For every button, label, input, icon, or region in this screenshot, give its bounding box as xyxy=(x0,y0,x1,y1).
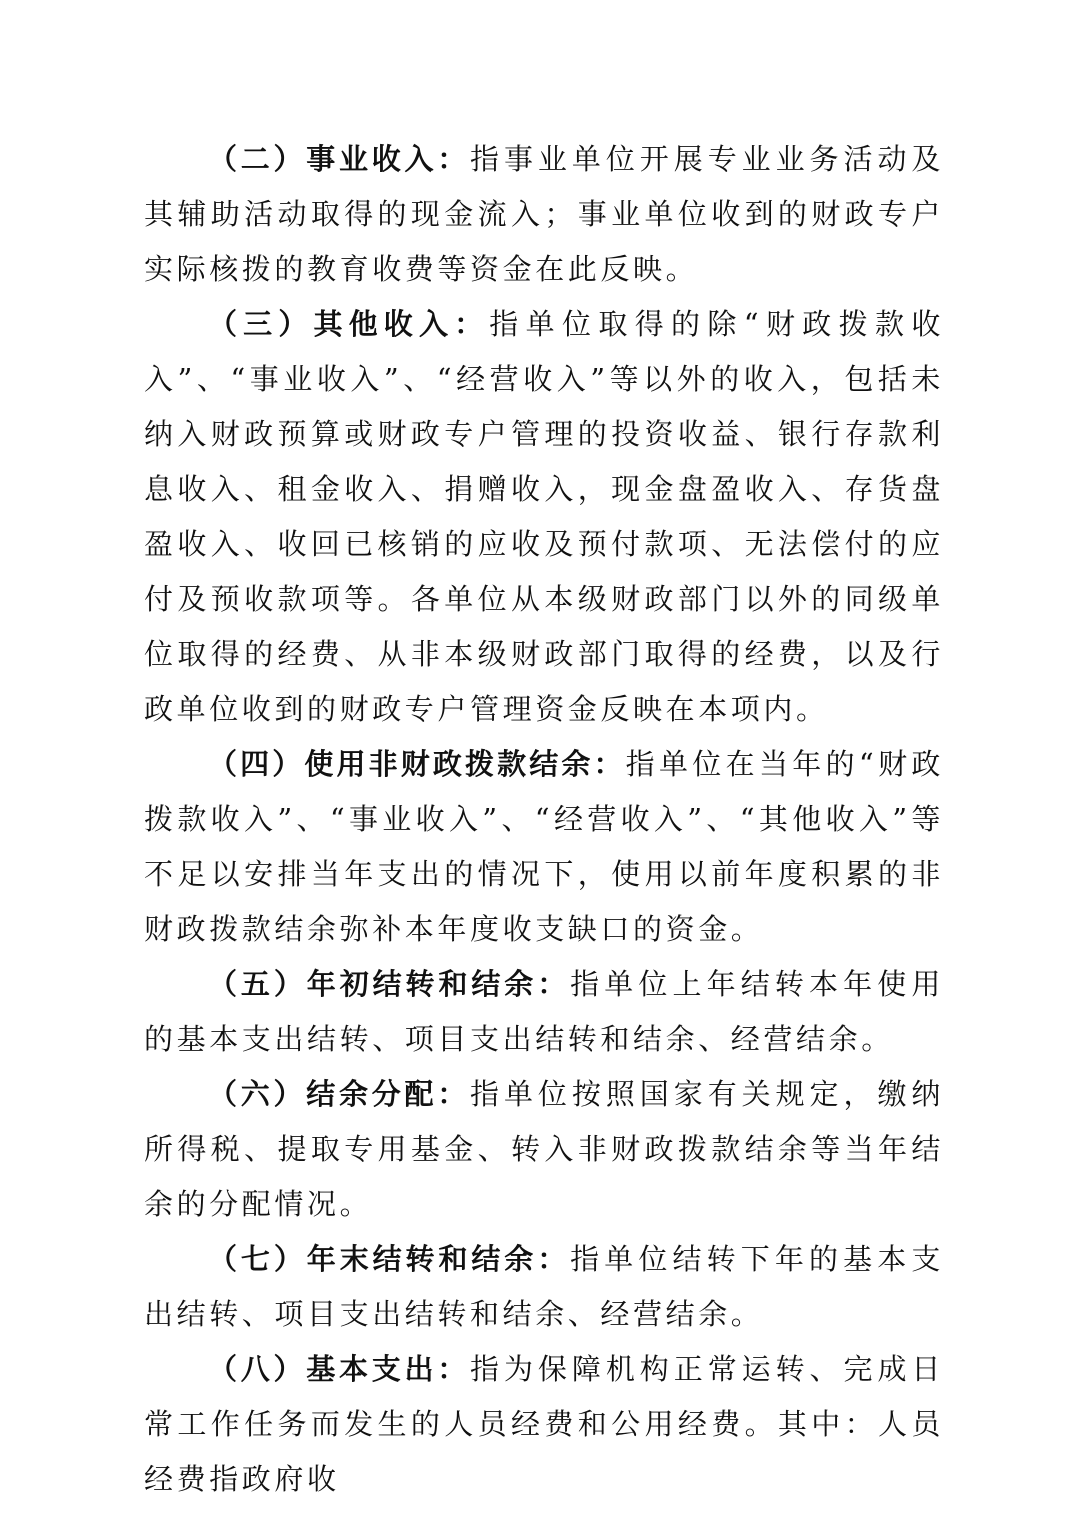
term-heading: （三）其他收入： xyxy=(208,307,490,341)
paragraph-non-fiscal-balance-use xyxy=(144,737,944,957)
term-definition: 指单位在当年的“财政拨款收入”、“事业收入”、“经营收入”、“其他收入”等不足以安排当年支出的情况下，使用以前年度积累的非财政拨款结余弥补本年度收支缺口的资金。 xyxy=(144,747,944,946)
term-heading: （六）结余分配： xyxy=(208,1077,471,1111)
paragraph-balance-distribution xyxy=(144,1067,944,1232)
paragraph-opening-carryover xyxy=(144,957,944,1067)
term-definition: 指单位结转下年的基本支出结转、项目支出结转和结余、经营结余。 xyxy=(144,1242,944,1331)
term-heading: （二）事业收入： xyxy=(208,142,471,176)
term-definition: 指为保障机构正常运转、完成日常工作任务而发生的人员经费和公用经费。其中：人员经费指政府收 xyxy=(144,1352,945,1496)
term-definition: 指单位取得的除“财政拨款收入”、“事业收入”、“经营收入”等以外的收入，包括未纳入财政预算或财政专户管理的投资收益、银行存款利息收入、租金收入、捐赠收入，现金盘盈收入、存货盘盈收入、收回已核销的应收及预付款项、无法偿付的应付及预收款项等。各单位从本级财政部门以外的同级单位取得的经费、从非本级财政部门取得的经费，以及行政单位收到的财政专户管理资金反映在本项内。 xyxy=(144,307,944,726)
term-heading: （四）使用非财政拨款结余： xyxy=(208,747,626,781)
paragraph-business-income xyxy=(144,132,944,297)
paragraph-other-income xyxy=(144,297,944,737)
document-body xyxy=(144,132,944,1507)
term-definition: 指单位上年结转本年使用的基本支出结转、项目支出结转和结余、经营结余。 xyxy=(144,967,944,1056)
term-heading: （七）年末结转和结余： xyxy=(208,1242,571,1276)
term-heading: （八）基本支出： xyxy=(208,1352,471,1386)
paragraph-closing-carryover xyxy=(144,1232,944,1342)
term-heading: （五）年初结转和结余： xyxy=(208,967,571,1001)
term-definition: 指单位按照国家有关规定，缴纳所得税、提取专用基金、转入非财政拨款结余等当年结余的分配情况。 xyxy=(144,1077,945,1221)
paragraph-basic-expenditure xyxy=(144,1342,944,1507)
term-definition: 指事业单位开展专业业务活动及其辅助活动取得的现金流入；事业单位收到的财政专户实际核拨的教育收费等资金在此反映。 xyxy=(144,142,945,286)
